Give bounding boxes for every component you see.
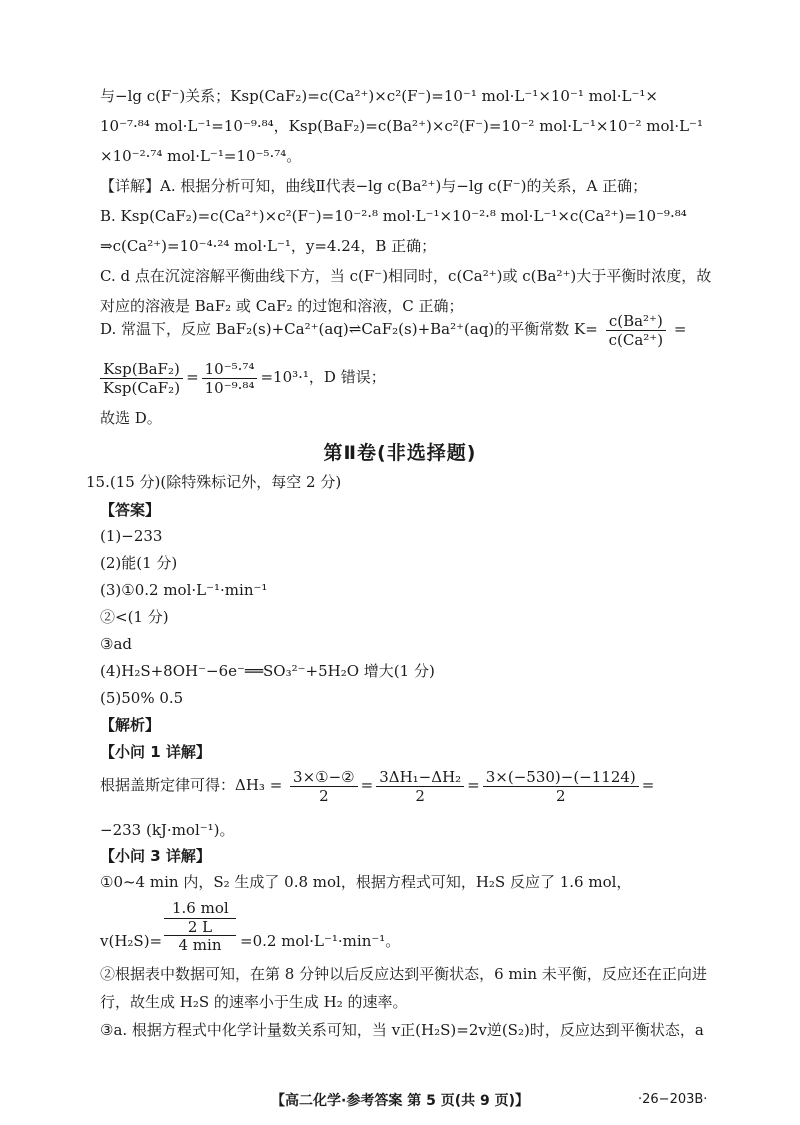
rate-mid: 2 L — [164, 918, 236, 935]
hess-f1-den: 2 — [319, 786, 329, 805]
detail-a: 【详解】A. 根据分析可知，曲线Ⅱ代表−lg c(Ba²⁺)与−lg c(F⁻)的关系，A 正确； — [100, 177, 648, 195]
sub3-line-1: ①0~4 min 内，S₂ 生成了 0.8 mol，根据方程式可知，H₂S 反应了 1.6 mol， — [100, 873, 632, 891]
detail-b-result: ⇒c(Ca²⁺)=10⁻⁴·²⁴ mol·L⁻¹，y=4.24，B 正确； — [100, 237, 437, 255]
k-denominator: c(Ca²⁺) — [608, 330, 664, 349]
text-line: 10⁻⁷·⁸⁴ mol·L⁻¹=10⁻⁹·⁸⁴，Ksp(BaF₂)=c(Ba²⁺)×c²(F⁻)=10⁻² mol·L⁻¹×10⁻² mol·L⁻¹ — [100, 117, 703, 135]
hess-result: −233 (kJ·mol⁻¹)。 — [100, 821, 235, 839]
page-footer: 【高二化学·参考答案 第 5 页(共 9 页)】 — [271, 1093, 529, 1109]
answer-item: ②<(1 分) — [100, 608, 169, 626]
k-fraction — [606, 312, 666, 349]
question-15-header: 15.(15 分)(除特殊标记外，每空 2 分) — [86, 473, 342, 491]
sub3-line-2b: 行，故生成 H₂S 的速率小于生成 H₂ 的速率。 — [100, 993, 408, 1011]
sub1-label: 【小问 1 详解】 — [100, 743, 211, 761]
hess-prefix: 根据盖斯定律可得：ΔH₃ = — [100, 776, 283, 794]
ksp-fraction — [100, 360, 183, 397]
hess-fraction-2 — [376, 768, 464, 805]
hess-f3-num: 3×(−530)−(−1124) — [483, 768, 639, 787]
hess-f3-den: 2 — [555, 786, 566, 805]
hess-f2-num: 3ΔH₁−ΔH₂ — [376, 768, 464, 787]
detail-d-text: D. 常温下，反应 BaF₂(s)+Ca²⁺(aq)⇌CaF₂(s)+Ba²⁺(aq)的平衡常数 K= — [100, 320, 598, 338]
answer-item: (5)50% 0.5 — [100, 689, 184, 707]
hess-law-line: 根据盖斯定律可得：ΔH₃ = $\frac{\text{3×①−②}}{2}$ = $\frac{\text{3ΔH₁−ΔH₂}}{2}$ = $\frac{3\times(-530)-(-1124)}{2}$ = — [100, 767, 655, 805]
rate-prefix: v(H₂S)= — [100, 932, 163, 950]
k-numerator: c(Ba²⁺) — [606, 312, 666, 331]
answer-label: 【答案】 — [100, 501, 161, 519]
detail-d — [100, 310, 686, 349]
answer-item: (4)H₂S+8OH⁻−6e⁻══SO₃²⁻+5H₂O 增大(1 分) — [100, 662, 435, 680]
power-numerator: 10⁻⁵·⁷⁴ — [202, 360, 258, 379]
analysis-label: 【解析】 — [100, 716, 161, 734]
ksp-tail: =10³·¹，D 错误； — [260, 368, 386, 386]
rate-top: 1.6 mol — [172, 899, 229, 917]
detail-c: C. d 点在沉淀溶解平衡曲线下方，当 c(F⁻)相同时，c(Ca²⁺)或 c(Ba²⁺)大于平衡时浓度，故 — [100, 267, 712, 285]
answer-item: (1)−233 — [100, 527, 163, 545]
choose-d: 故选 D。 — [100, 409, 162, 427]
hess-tail: = — [641, 776, 655, 794]
detail-b: B. Ksp(CaF₂)=c(Ca²⁺)×c²(F⁻)=10⁻²·⁸ mol·L⁻¹×10⁻²·⁸ mol·L⁻¹×c(Ca²⁺)=10⁻⁹·⁸⁴ — [100, 207, 687, 225]
sub3-line-2a: ②根据表中数据可知，在第 8 分钟以后反应达到平衡状态，6 min 未平衡，反应还在正向进 — [100, 965, 707, 983]
sub3-line-3: ③a. 根据方程式中化学计量数关系可知，当 v正(H₂S)=2v逆(S₂)时，反应达到平衡状态，a — [100, 1021, 704, 1039]
hess-fraction-1 — [290, 768, 358, 805]
page-code: ·26−203B· — [638, 1092, 708, 1107]
answer-item: ③ad — [100, 635, 132, 653]
ksp-ratio-line: $\frac{\text{Ksp(BaF₂)}}{\text{Ksp(CaF₂)}}$ = $\frac{\text{10⁻⁵·⁷⁴}}{\text{10⁻⁹·⁸⁴}}$ =10³·¹，D 错误； — [100, 358, 386, 397]
answer-item: (2)能(1 分) — [100, 554, 178, 572]
hess-f1-num: 3×①−② — [290, 768, 358, 787]
power-denominator: 10⁻⁹·⁸⁴ — [204, 378, 255, 397]
text-line: ×10⁻²·⁷⁴ mol·L⁻¹=10⁻⁵·⁷⁴。 — [100, 147, 302, 165]
rate-bottom: 4 min — [164, 935, 236, 954]
rate-tail: =0.2 mol·L⁻¹·min⁻¹。 — [240, 932, 401, 950]
ksp-numerator: Ksp(BaF₂) — [100, 360, 183, 379]
sub3-label: 【小问 3 详解】 — [100, 847, 211, 865]
section-title: 第Ⅱ卷(非选择题) — [323, 442, 477, 464]
hess-fraction-3 — [483, 768, 639, 805]
power-fraction — [202, 360, 258, 397]
detail-c-cont: 对应的溶液是 BaF₂ 或 CaF₂ 的过饱和溶液，C 正确； — [100, 297, 464, 315]
detail-d-tail: = — [673, 320, 687, 338]
answer-item: (3)①0.2 mol·L⁻¹·min⁻¹ — [100, 581, 268, 599]
text-line: 与−lg c(F⁻)关系；Ksp(CaF₂)=c(Ca²⁺)×c²(F⁻)=10⁻¹ mol·L⁻¹×10⁻¹ mol·L⁻¹× — [100, 87, 658, 105]
ksp-denominator: Ksp(CaF₂) — [103, 378, 181, 397]
hess-f2-den: 2 — [415, 786, 425, 805]
